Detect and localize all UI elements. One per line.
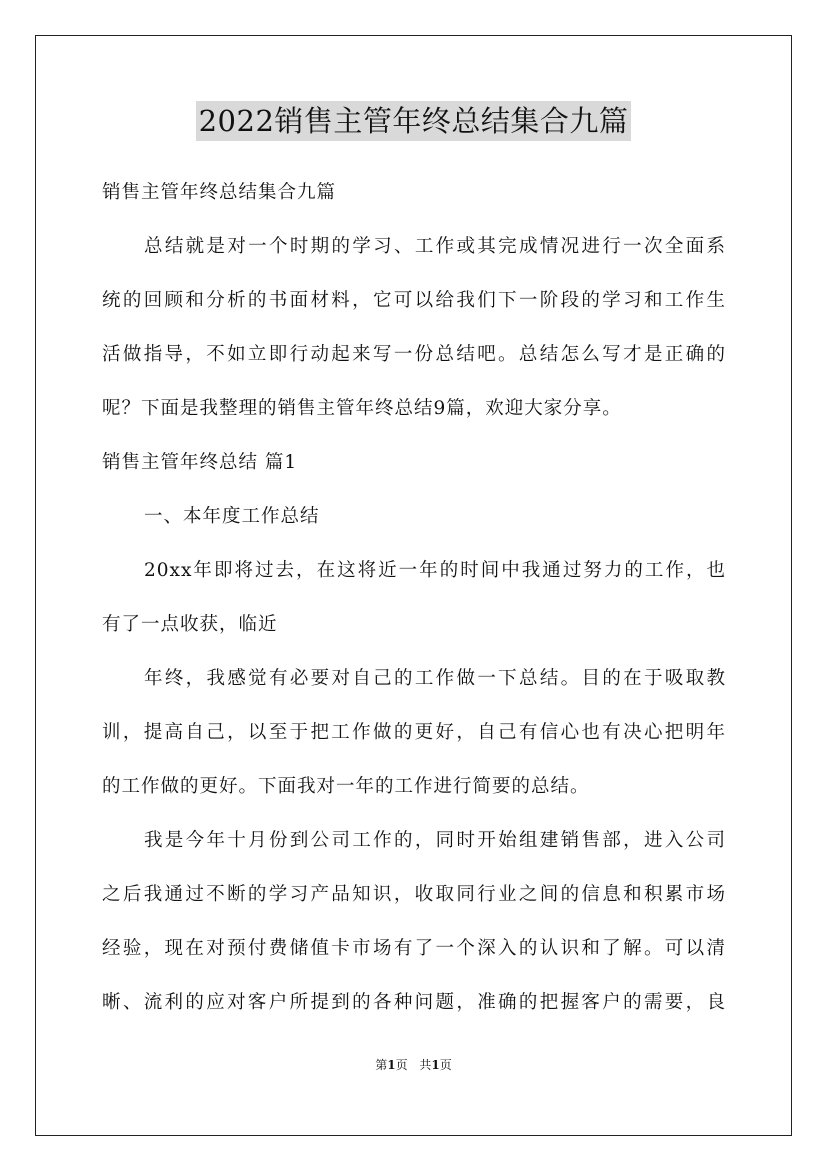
document-title: 2022销售主管年终总结集合九篇 [196, 101, 632, 141]
text-line: 年终，我感觉有必要对自己的工作做一下总结。目的在于吸取教 [144, 668, 726, 689]
page-footer [0, 1056, 827, 1073]
text-line: 有了一点收获，临近 [102, 614, 278, 635]
document-body [102, 166, 726, 1030]
text-line: 的工作做的更好。下面我对一年的工作进行简要的总结。 [102, 776, 590, 797]
text-line: 总结就是对一个时期的学习、工作或其完成情况进行一次全面系 [144, 236, 726, 257]
text-line: 20xx年即将过去，在这将近一年的时间中我通过努力的工作，也 [144, 560, 726, 581]
text-line: 销售主管年终总结集合九篇 [102, 182, 337, 203]
text-line: 一、本年度工作总结 [144, 506, 320, 527]
text-line: 我是今年十月份到公司工作的，同时开始组建销售部，进入公司 [144, 830, 726, 851]
text-line: 活做指导，不如立即行动起来写一份总结吧。总结怎么写才是正确的 [102, 344, 726, 365]
text-line: 呢？下面是我整理的销售主管年终总结9篇，欢迎大家分享。 [102, 398, 622, 419]
total-pages: 共1页 [419, 1058, 452, 1072]
text-line: 销售主管年终总结 篇1 [102, 452, 298, 473]
text-line: 经验，现在对预付费储值卡市场有了一个深入的认识和了解。可以清 [102, 938, 726, 959]
text-line: 统的回顾和分析的书面材料，它可以给我们下一阶段的学习和工作生 [102, 290, 726, 311]
title-container [0, 101, 827, 141]
text-line: 训，提高自己，以至于把工作做的更好，自己有信心也有决心把明年 [102, 722, 726, 743]
page-number: 第1页 [375, 1058, 408, 1072]
text-line: 之后我通过不断的学习产品知识，收取同行业之间的信息和积累市场 [102, 884, 726, 905]
text-line: 晰、流利的应对客户所提到的各种问题，准确的把握客户的需要，良 [102, 992, 726, 1013]
